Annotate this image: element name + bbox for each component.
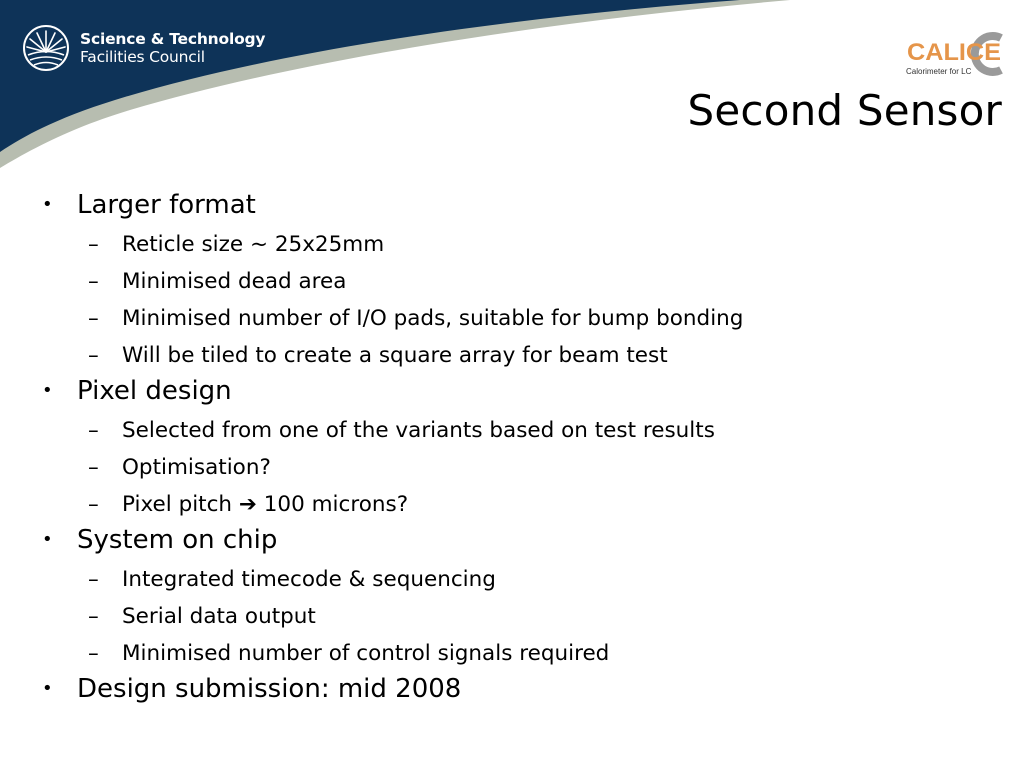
sub-bullet-item: [40, 635, 1000, 672]
stfc-wordmark: [80, 30, 265, 66]
bullet-text: Design submission: mid 2008: [77, 674, 462, 704]
sub-bullet-item: [40, 561, 1000, 598]
header-navy-band: [0, 0, 740, 152]
sub-bullet-text: Will be tiled to create a square array for beam test: [122, 343, 668, 368]
dash-icon: –: [88, 641, 99, 666]
dash-icon: –: [88, 455, 99, 480]
sub-bullet-item: [40, 449, 1000, 486]
sub-bullet-item: [40, 486, 1000, 523]
bullet-item: [40, 523, 1000, 561]
calice-tagline: Calorimeter for LC: [906, 67, 972, 76]
bullet-item: [40, 188, 1000, 226]
sub-bullet-item: [40, 412, 1000, 449]
dash-icon: –: [88, 418, 99, 443]
bullet-item: [40, 374, 1000, 412]
dash-icon: –: [88, 269, 99, 294]
dash-icon: –: [88, 604, 99, 629]
sub-bullet-text: Minimised number of control signals required: [122, 641, 610, 666]
bullet-text: Pixel design: [77, 376, 232, 406]
dash-icon: –: [88, 306, 99, 331]
dash-icon: –: [88, 492, 99, 517]
sub-bullet-text: Minimised number of I/O pads, suitable for bump bonding: [122, 306, 744, 331]
bullet-text: Larger format: [77, 190, 256, 220]
sub-bullet-item: [40, 598, 1000, 635]
stfc-name-line1: Science & Technology: [80, 30, 266, 48]
dash-icon: –: [88, 567, 99, 592]
dash-icon: –: [88, 232, 99, 257]
bullet-dot-icon: •: [42, 194, 53, 215]
bullet-item: [40, 672, 1000, 710]
sub-bullet-text: Integrated timecode & sequencing: [122, 567, 496, 592]
sub-bullet-text: Pixel pitch ➔ 100 microns?: [122, 492, 409, 517]
bullet-dot-icon: •: [42, 678, 53, 699]
sub-bullet-item: [40, 300, 1000, 337]
bullet-dot-icon: •: [42, 529, 53, 550]
sub-bullet-item: [40, 226, 1000, 263]
sub-bullet-text: Optimisation?: [122, 455, 271, 480]
calice-wordmark: CALICE: [907, 39, 1001, 66]
sub-bullet-item: [40, 337, 1000, 374]
sub-bullet-text: Serial data output: [122, 604, 316, 629]
slide-title: Second Sensor: [687, 86, 1002, 135]
dash-icon: –: [88, 343, 99, 368]
stfc-name-line2: Facilities Council: [80, 48, 205, 66]
sub-bullet-item: [40, 263, 1000, 300]
sub-bullet-text: Selected from one of the variants based on test results: [122, 418, 715, 443]
bullet-list: [40, 188, 1000, 710]
sub-bullet-text: Minimised dead area: [122, 269, 347, 294]
bullet-dot-icon: •: [42, 380, 53, 401]
stfc-logo: [22, 24, 265, 72]
bullet-text: System on chip: [77, 525, 278, 555]
sunburst-icon: [22, 24, 70, 72]
sub-bullet-text: Reticle size ~ 25x25mm: [122, 232, 385, 257]
